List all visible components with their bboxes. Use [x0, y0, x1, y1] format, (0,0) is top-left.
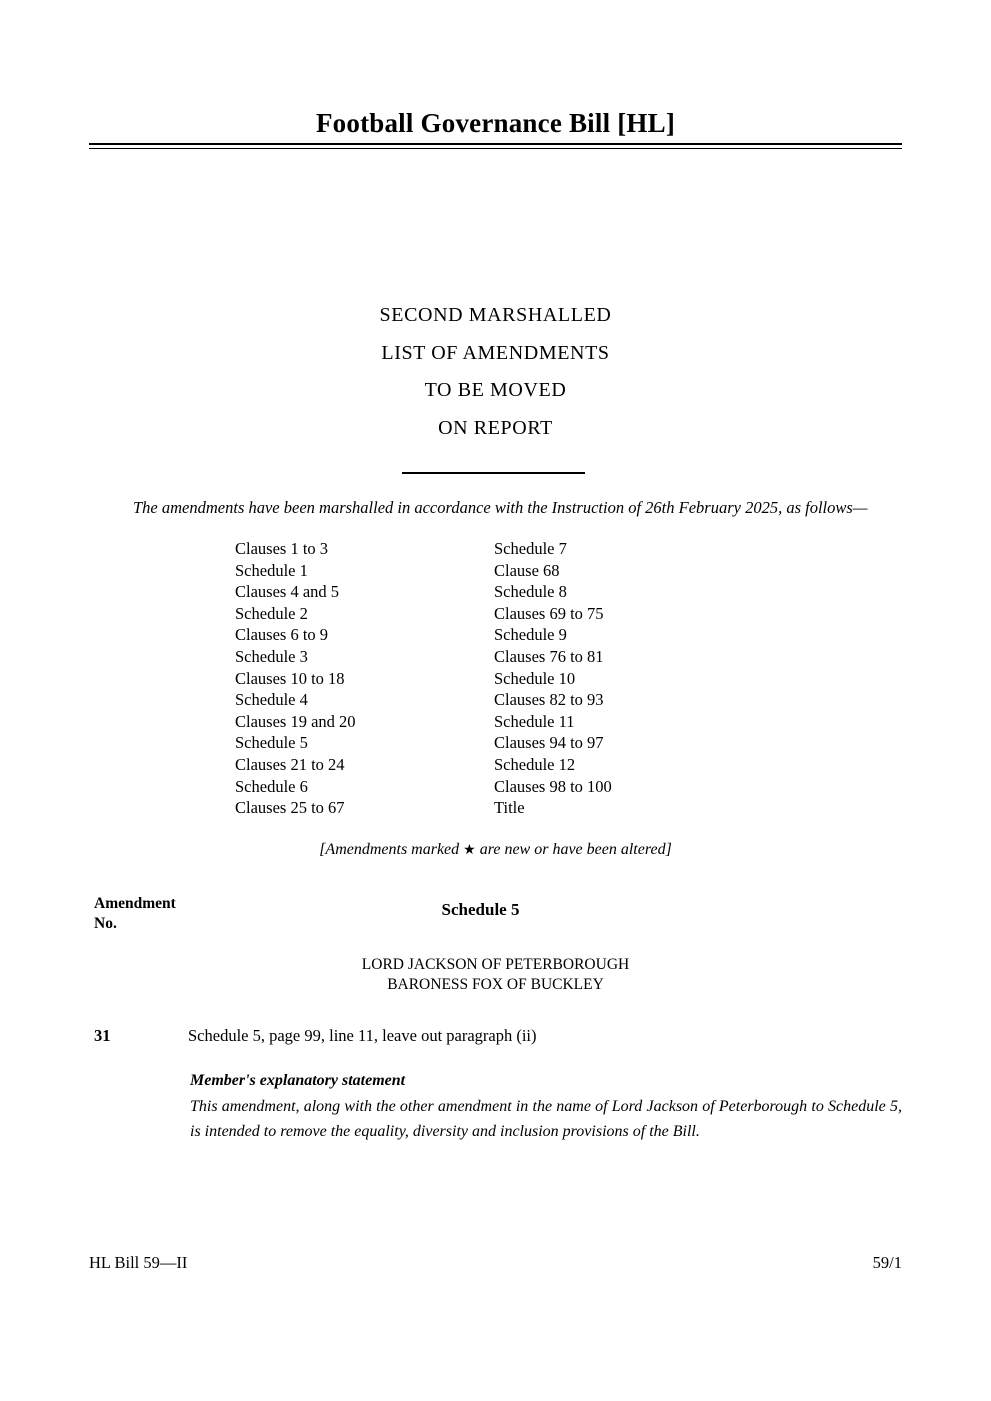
order-item: Clauses 98 to 100	[494, 776, 612, 796]
order-item: Clauses 19 and 20	[235, 711, 356, 731]
star-note-after: are new or have been altered]	[475, 841, 672, 858]
order-right-column	[494, 538, 612, 819]
heading-line: TO BE MOVED	[424, 379, 567, 401]
order-item: Schedule 6	[235, 776, 308, 796]
order-item: Schedule 7	[494, 539, 567, 558]
order-item: Clauses 25 to 67	[235, 798, 345, 818]
explanatory-statement-heading: Member's explanatory statement	[190, 1072, 406, 1089]
page-title: Football Governance Bill [HL]	[315, 108, 676, 138]
order-item: Clauses 76 to 81	[494, 646, 604, 666]
footer-bill-number: HL Bill 59—II	[89, 1253, 188, 1272]
star-icon: ★	[463, 843, 476, 858]
order-item: Clauses 1 to 3	[235, 539, 329, 558]
order-item: Clauses 82 to 93	[494, 690, 604, 710]
order-left-column	[235, 538, 356, 819]
heading-line: SECOND MARSHALLED	[379, 304, 612, 326]
order-item: Clauses 4 and 5	[235, 582, 340, 602]
order-item: Schedule 3	[235, 646, 308, 666]
order-item: Title	[494, 798, 525, 818]
order-item: Schedule 5	[235, 733, 308, 753]
order-item: Schedule 4	[235, 690, 308, 710]
footer-page-number: 59/1	[872, 1253, 902, 1272]
order-item: Schedule 12	[494, 754, 576, 774]
heading-line: ON REPORT	[438, 416, 553, 439]
title-divider-double-rule	[89, 143, 902, 149]
amendment-no-header-line2: No.	[94, 914, 117, 932]
order-item: Clauses 6 to 9	[235, 625, 329, 645]
heading-line: LIST OF AMENDMENTS	[381, 341, 610, 364]
document-heading-block	[0, 297, 991, 447]
marshalling-note: The amendments have been marshalled in accordance with the Instruction of 26th February 2025, as follows—	[133, 498, 868, 517]
order-item: Schedule 11	[494, 711, 575, 731]
order-item: Clauses 21 to 24	[235, 754, 345, 774]
amendment-text: Schedule 5, page 99, line 11, leave out paragraph (ii)	[188, 1026, 537, 1045]
order-item: Schedule 10	[494, 668, 576, 688]
sponsor-name: LORD JACKSON OF PETERBOROUGH	[361, 956, 630, 973]
order-item: Clauses 94 to 97	[494, 733, 604, 753]
star-legend-note	[0, 841, 991, 859]
page-footer	[89, 1253, 902, 1273]
star-note-before: [Amendments marked	[319, 841, 464, 858]
amendment-no-header-line1: Amendment	[94, 895, 176, 912]
order-item: Clauses 10 to 18	[235, 668, 345, 688]
section-divider-rule	[402, 472, 585, 474]
order-item: Schedule 9	[494, 625, 567, 645]
order-item: Clause 68	[494, 560, 560, 580]
explanatory-statement	[190, 1068, 902, 1145]
order-item: Clauses 69 to 75	[494, 603, 604, 623]
sponsor-list	[0, 955, 991, 994]
order-item: Schedule 1	[235, 560, 308, 580]
marshalled-order-list	[0, 538, 991, 820]
amendment-number: 31	[94, 1026, 111, 1045]
sponsor-name: BARONESS FOX OF BUCKLEY	[387, 975, 604, 993]
order-item: Schedule 8	[494, 582, 567, 602]
order-item: Schedule 2	[235, 603, 308, 623]
section-heading: Schedule 5	[441, 900, 520, 919]
explanatory-statement-body: This amendment, along with the other amendment in the name of Lord Jackson of Peterborough to Schedule 5, is intended to remove the equality, diversity and inclusion provisions of the Bill.	[190, 1097, 902, 1140]
